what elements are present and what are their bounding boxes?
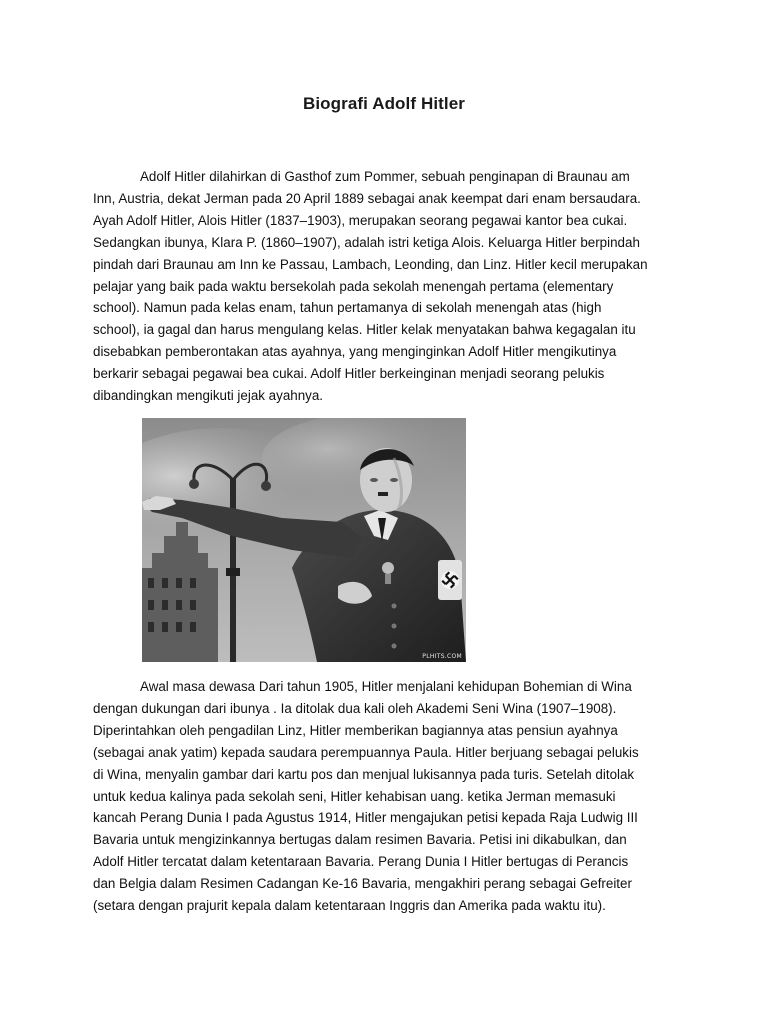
- paragraph-line: dibandingkan mengikuti jejak ayahnya.: [93, 388, 324, 404]
- paragraph-1: [93, 166, 675, 407]
- paragraph-line: kancah Perang Dunia I pada Agustus 1914, Hitler mengajukan petisi kepada Raja Ludwig III: [93, 810, 638, 826]
- paragraph-line: pindah dari Braunau am Inn ke Passau, Lambach, Leonding, dan Linz. Hitler kecil merupakan: [93, 256, 648, 272]
- paragraph-line: school). Namun pada kelas enam, tahun pertamanya di sekolah menengah atas (high: [93, 300, 602, 316]
- paragraph-line: Adolf Hitler tercatat dalam ketentaraan Bavaria. Perang Dunia I Hitler bertugas di Perancis: [93, 854, 629, 870]
- paragraph-line: untuk kedua kalinya pada sekolah seni, Hitler kehabisan uang. ketika Jerman memasuki: [93, 788, 616, 804]
- paragraph-line: school), ia gagal dan harus mengulang kelas. Hitler kelak menyatakan bahwa kegagalan itu: [93, 322, 636, 338]
- paragraph-line: (sebagai anak yatim) kepada saudara perempuannya Paula. Hitler berjuang sebagai pelukis: [93, 744, 639, 760]
- portrait-photo: [142, 418, 466, 662]
- paragraph-line: Inn, Austria, dekat Jerman pada 20 April 1889 sebagai anak keempat dari enam bersaudara.: [93, 190, 641, 206]
- paragraph-line: berkarir sebagai pegawai bea cukai. Adolf Hitler berkeinginan menjadi seorang pelukis: [93, 366, 605, 382]
- photo-watermark: PLHITS.COM: [422, 653, 462, 660]
- portrait-photo-image: [142, 418, 466, 662]
- paragraph-line: di Wina, menyalin gambar dari kartu pos dan menjual lukisannya pada turis. Setelah ditolak: [93, 766, 635, 782]
- paragraph-line: Sedangkan ibunya, Klara P. (1860–1907), adalah istri ketiga Alois. Keluarga Hitler berpindah: [93, 234, 640, 250]
- paragraph-line: dan Belgia dalam Resimen Cadangan Ke-16 Bavaria, mengakhiri perang sebagai Gefreiter: [93, 876, 632, 892]
- paragraph-line: (setara dengan prajurit kepala dalam ketentaraan Inggris dan Amerika pada waktu itu).: [93, 898, 606, 914]
- paragraph-line: dengan dukungan dari ibunya . Ia ditolak dua kali oleh Akademi Seni Wina (1907–1908).: [93, 700, 617, 716]
- paragraph-line: pelajar yang baik pada waktu bersekolah pada sekolah menengah pertama (elementary: [93, 278, 614, 294]
- paragraph-line: Diperintahkan oleh pengadilan Linz, Hitler memberikan bagiannya atas pensiun ayahnya: [93, 722, 618, 738]
- paragraph-line: Bavaria untuk mengizinkannya bertugas dalam resimen Bavaria. Petisi ini dikabulkan, dan: [93, 832, 627, 848]
- paragraph-2: [93, 676, 675, 917]
- document-title: Biografi Adolf Hitler: [302, 94, 466, 113]
- paragraph-line: Adolf Hitler dilahirkan di Gasthof zum Pommer, sebuah penginapan di Braunau am: [140, 169, 630, 184]
- paragraph-line: Awal masa dewasa Dari tahun 1905, Hitler menjalani kehidupan Bohemian di Wina: [140, 679, 632, 694]
- paragraph-line: Ayah Adolf Hitler, Alois Hitler (1837–1903), merupakan seorang pegawai kantor bea cukai.: [93, 212, 628, 228]
- paragraph-line: disebabkan pemberontakan atas ayahnya, yang menginginkan Adolf Hitler mengikutinya: [93, 344, 617, 360]
